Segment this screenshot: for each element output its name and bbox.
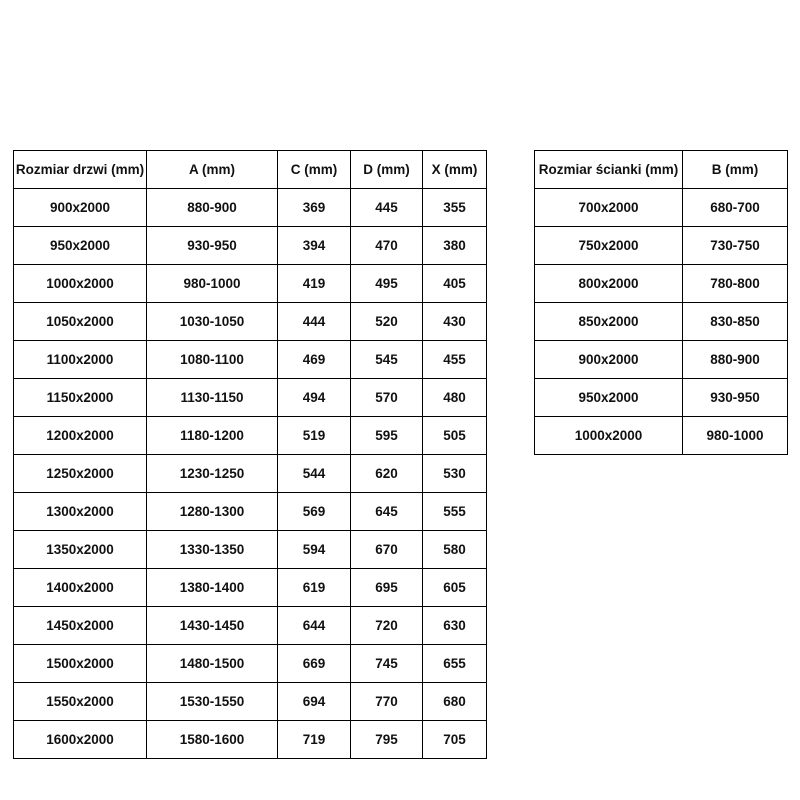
cell-d: 495 [351, 265, 423, 303]
cell-door-size: 1500x2000 [14, 645, 147, 683]
cell-x: 580 [423, 531, 487, 569]
cell-a: 1230-1250 [147, 455, 278, 493]
cell-a: 1180-1200 [147, 417, 278, 455]
table-header-row [14, 151, 487, 189]
cell-a: 1480-1500 [147, 645, 278, 683]
cell-d: 445 [351, 189, 423, 227]
cell-a: 930-950 [147, 227, 278, 265]
cell-d: 745 [351, 645, 423, 683]
cell-d: 570 [351, 379, 423, 417]
cell-a: 980-1000 [147, 265, 278, 303]
cell-x: 705 [423, 721, 487, 759]
cell-c: 669 [278, 645, 351, 683]
cell-d: 720 [351, 607, 423, 645]
cell-c: 469 [278, 341, 351, 379]
cell-a: 1130-1150 [147, 379, 278, 417]
cell-door-size: 1200x2000 [14, 417, 147, 455]
cell-door-size: 900x2000 [14, 189, 147, 227]
cell-a: 1330-1350 [147, 531, 278, 569]
cell-door-size: 1550x2000 [14, 683, 147, 721]
cell-b: 730-750 [683, 227, 788, 265]
table-row [14, 303, 487, 341]
column-header-b: B (mm) [683, 151, 788, 189]
cell-b: 930-950 [683, 379, 788, 417]
table-row [14, 721, 487, 759]
cell-c: 444 [278, 303, 351, 341]
cell-door-size: 1150x2000 [14, 379, 147, 417]
cell-door-size: 1050x2000 [14, 303, 147, 341]
cell-d: 795 [351, 721, 423, 759]
cell-c: 594 [278, 531, 351, 569]
cell-door-size: 1000x2000 [14, 265, 147, 303]
wall-size-table [534, 150, 788, 455]
table-row [14, 569, 487, 607]
table-row [14, 379, 487, 417]
cell-d: 770 [351, 683, 423, 721]
cell-wall-size: 900x2000 [535, 341, 683, 379]
cell-x: 630 [423, 607, 487, 645]
table-row [14, 227, 487, 265]
cell-x: 655 [423, 645, 487, 683]
cell-a: 880-900 [147, 189, 278, 227]
cell-d: 645 [351, 493, 423, 531]
table-row [14, 417, 487, 455]
table-row [14, 265, 487, 303]
cell-x: 530 [423, 455, 487, 493]
cell-a: 1280-1300 [147, 493, 278, 531]
table-row [535, 189, 788, 227]
cell-d: 670 [351, 531, 423, 569]
cell-d: 620 [351, 455, 423, 493]
cell-a: 1080-1100 [147, 341, 278, 379]
column-header-wall-size: Rozmiar ścianki (mm) [535, 151, 683, 189]
cell-b: 830-850 [683, 303, 788, 341]
cell-x: 430 [423, 303, 487, 341]
cell-x: 605 [423, 569, 487, 607]
cell-door-size: 1400x2000 [14, 569, 147, 607]
table-row [14, 531, 487, 569]
cell-d: 595 [351, 417, 423, 455]
cell-door-size: 950x2000 [14, 227, 147, 265]
table-header-row [535, 151, 788, 189]
cell-x: 505 [423, 417, 487, 455]
column-header-door-size: Rozmiar drzwi (mm) [14, 151, 147, 189]
cell-x: 405 [423, 265, 487, 303]
table-row [14, 607, 487, 645]
cell-x: 355 [423, 189, 487, 227]
cell-wall-size: 850x2000 [535, 303, 683, 341]
table-row [14, 341, 487, 379]
cell-c: 644 [278, 607, 351, 645]
table-row [535, 227, 788, 265]
cell-c: 494 [278, 379, 351, 417]
column-header-d: D (mm) [351, 151, 423, 189]
cell-a: 1580-1600 [147, 721, 278, 759]
cell-x: 455 [423, 341, 487, 379]
cell-c: 369 [278, 189, 351, 227]
cell-b: 980-1000 [683, 417, 788, 455]
door-size-table [13, 150, 487, 759]
cell-c: 569 [278, 493, 351, 531]
column-header-c: C (mm) [278, 151, 351, 189]
cell-b: 680-700 [683, 189, 788, 227]
cell-d: 695 [351, 569, 423, 607]
cell-wall-size: 1000x2000 [535, 417, 683, 455]
cell-d: 470 [351, 227, 423, 265]
table-row [535, 417, 788, 455]
table-row [535, 341, 788, 379]
cell-a: 1430-1450 [147, 607, 278, 645]
cell-d: 520 [351, 303, 423, 341]
cell-c: 694 [278, 683, 351, 721]
cell-x: 555 [423, 493, 487, 531]
column-header-a: A (mm) [147, 151, 278, 189]
table-row [14, 683, 487, 721]
cell-c: 619 [278, 569, 351, 607]
cell-wall-size: 950x2000 [535, 379, 683, 417]
table-row [14, 645, 487, 683]
table-row [535, 265, 788, 303]
cell-c: 419 [278, 265, 351, 303]
table-row [14, 189, 487, 227]
cell-door-size: 1100x2000 [14, 341, 147, 379]
cell-x: 680 [423, 683, 487, 721]
cell-wall-size: 700x2000 [535, 189, 683, 227]
cell-d: 545 [351, 341, 423, 379]
cell-c: 719 [278, 721, 351, 759]
cell-c: 544 [278, 455, 351, 493]
cell-door-size: 1600x2000 [14, 721, 147, 759]
column-header-x: X (mm) [423, 151, 487, 189]
cell-c: 519 [278, 417, 351, 455]
cell-b: 780-800 [683, 265, 788, 303]
cell-c: 394 [278, 227, 351, 265]
cell-wall-size: 750x2000 [535, 227, 683, 265]
cell-a: 1030-1050 [147, 303, 278, 341]
table-row [535, 303, 788, 341]
cell-x: 380 [423, 227, 487, 265]
cell-door-size: 1250x2000 [14, 455, 147, 493]
cell-door-size: 1450x2000 [14, 607, 147, 645]
table-row [14, 493, 487, 531]
cell-door-size: 1300x2000 [14, 493, 147, 531]
table-row [14, 455, 487, 493]
table-row [535, 379, 788, 417]
cell-wall-size: 800x2000 [535, 265, 683, 303]
cell-b: 880-900 [683, 341, 788, 379]
cell-a: 1530-1550 [147, 683, 278, 721]
cell-door-size: 1350x2000 [14, 531, 147, 569]
cell-x: 480 [423, 379, 487, 417]
cell-a: 1380-1400 [147, 569, 278, 607]
